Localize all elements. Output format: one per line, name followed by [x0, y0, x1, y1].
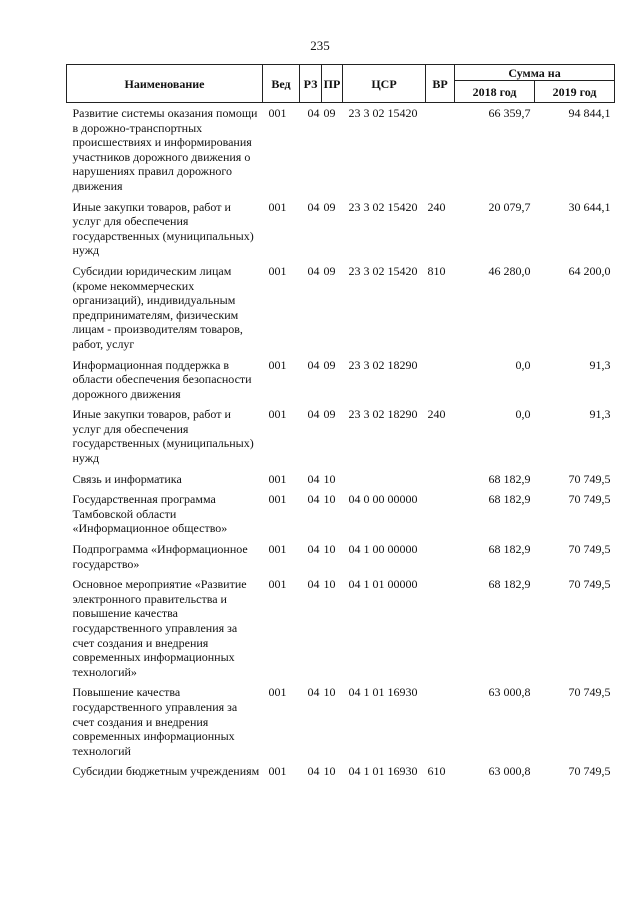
row-ved: 001	[268, 542, 287, 557]
row-pr: 10	[323, 577, 336, 592]
table-row	[67, 358, 615, 408]
row-name: Иные закупки товаров, работ и услуг для обеспечения государственных (муниципальных) нужд	[72, 407, 254, 466]
row-ved: 001	[268, 685, 287, 700]
row-pr: 09	[323, 357, 336, 372]
row-csr: 23 3 02 15420	[348, 199, 418, 214]
row-amount-2019: 70 749,5	[568, 685, 611, 700]
row-pr: 09	[323, 263, 336, 278]
header-pr: ПР	[322, 65, 343, 103]
row-rz: 04	[307, 199, 320, 214]
header-year-2018: 2018 год	[455, 81, 535, 103]
row-rz: 04	[307, 492, 320, 507]
table-row	[67, 542, 615, 577]
row-rz: 04	[307, 685, 320, 700]
row-ved: 001	[268, 106, 287, 120]
row-rz: 04	[307, 577, 320, 592]
row-pr: 10	[323, 685, 336, 700]
row-vr	[426, 492, 455, 542]
row-pr: 10	[323, 764, 336, 779]
row-name: Основное мероприятие «Развитие электронного правительства и повышение качества государственного управления за счет создания и внедрения современных информационных технологий»	[72, 577, 247, 679]
table-row	[67, 407, 615, 471]
row-vr	[426, 472, 455, 493]
row-amount-2019: 70 749,5	[568, 471, 611, 486]
row-vr: 240	[427, 407, 446, 422]
row-vr	[426, 577, 455, 685]
table-row	[67, 685, 615, 764]
row-csr: 04 1 01 16930	[348, 685, 418, 700]
row-csr: 04 0 00 00000	[348, 492, 418, 507]
row-csr: 23 3 02 15420	[348, 263, 418, 278]
page-number: 235	[310, 38, 330, 53]
row-name: Развитие системы оказания помощи в дорожно-транспортных происшествиях и информирования участников дорожного движения о нарушениях правил дорожного движения	[72, 106, 258, 193]
row-name: Иные закупки товаров, работ и услуг для обеспечения государственных (муниципальных) нужд	[72, 199, 254, 258]
row-amount-2018: 68 182,9	[488, 492, 531, 507]
row-rz: 04	[307, 106, 320, 120]
row-amount-2018: 68 182,9	[488, 471, 531, 486]
row-amount-2018: 66 359,7	[488, 106, 531, 120]
header-csr: ЦСР	[343, 65, 426, 103]
table-row	[67, 764, 615, 785]
row-amount-2019: 70 749,5	[568, 542, 611, 557]
row-vr	[426, 542, 455, 577]
row-rz: 04	[307, 764, 320, 779]
row-rz: 04	[307, 471, 320, 486]
row-rz: 04	[307, 407, 320, 422]
row-amount-2018: 0,0	[515, 407, 531, 422]
table-row	[67, 103, 615, 200]
row-amount-2018: 63 000,8	[488, 685, 531, 700]
row-name: Субсидии бюджетным учреждениям	[72, 764, 260, 779]
row-ved: 001	[268, 357, 287, 372]
row-name: Подпрограмма «Информационное государство»	[72, 542, 248, 571]
row-pr: 10	[323, 471, 336, 486]
row-csr: 23 3 02 18290	[348, 407, 418, 422]
header-amount: Сумма на	[455, 65, 615, 81]
row-vr: 240	[427, 199, 446, 214]
row-amount-2018: 0,0	[515, 357, 531, 372]
row-amount-2018: 68 182,9	[488, 577, 531, 592]
row-amount-2018: 46 280,0	[488, 263, 531, 278]
header-vr: ВР	[426, 65, 455, 103]
row-ved: 001	[268, 764, 287, 779]
row-csr: 23 3 02 18290	[348, 357, 418, 372]
row-amount-2019: 70 749,5	[568, 492, 611, 507]
row-amount-2018: 68 182,9	[488, 542, 531, 557]
row-pr: 09	[323, 106, 336, 120]
row-amount-2018: 63 000,8	[488, 764, 531, 779]
row-amount-2019: 30 644,1	[568, 199, 611, 214]
row-name: Информационная поддержка в области обеспечения безопасности дорожного движения	[72, 357, 252, 401]
row-ved: 001	[268, 577, 287, 592]
row-amount-2019: 91,3	[589, 357, 611, 372]
row-ved: 001	[268, 471, 287, 486]
row-vr	[426, 103, 455, 200]
row-rz: 04	[307, 542, 320, 557]
row-name: Государственная программа Тамбовской области «Информационное общество»	[72, 492, 228, 536]
row-name: Субсидии юридическим лицам (кроме некоммерческих организаций), индивидуальным предпринимателям, физическим лицам - производителям товаров, работ, услуг	[72, 263, 243, 351]
header-year-2019: 2019 год	[535, 81, 615, 103]
table-row	[67, 577, 615, 685]
row-rz: 04	[307, 357, 320, 372]
header-ved: Вед	[263, 65, 300, 103]
table-row	[67, 200, 615, 264]
header-rz: РЗ	[300, 65, 322, 103]
row-pr: 09	[323, 199, 336, 214]
row-csr: 23 3 02 15420	[348, 106, 418, 120]
row-amount-2019: 91,3	[589, 407, 611, 422]
header-name: Наименование	[67, 65, 263, 103]
row-csr: 04 1 01 16930	[348, 764, 418, 779]
table-row	[67, 492, 615, 542]
row-name: Повышение качества государственного управления за счет создания и внедрения современных информационных технологий	[72, 685, 238, 758]
table-row	[67, 472, 615, 493]
row-pr: 09	[323, 407, 336, 422]
row-amount-2019: 94 844,1	[568, 106, 611, 120]
row-amount-2019: 70 749,5	[568, 764, 611, 779]
row-vr: 610	[427, 764, 446, 779]
row-csr: 04 1 00 00000	[348, 542, 418, 557]
row-ved: 001	[268, 199, 287, 214]
table-body	[67, 103, 615, 785]
row-pr: 10	[323, 542, 336, 557]
row-vr	[426, 358, 455, 408]
row-vr	[426, 685, 455, 764]
row-amount-2019: 64 200,0	[568, 263, 611, 278]
row-vr: 810	[427, 263, 446, 278]
row-csr: 04 1 01 00000	[348, 577, 418, 592]
row-ved: 001	[268, 263, 287, 278]
row-amount-2019: 70 749,5	[568, 577, 611, 592]
row-ved: 001	[268, 407, 287, 422]
row-pr: 10	[323, 492, 336, 507]
table-row	[67, 264, 615, 358]
row-name: Связь и информатика	[72, 471, 182, 486]
row-rz: 04	[307, 263, 320, 278]
row-amount-2018: 20 079,7	[488, 199, 531, 214]
row-ved: 001	[268, 492, 287, 507]
row-csr	[343, 472, 426, 493]
table-header	[67, 65, 615, 103]
budget-table	[66, 64, 615, 785]
